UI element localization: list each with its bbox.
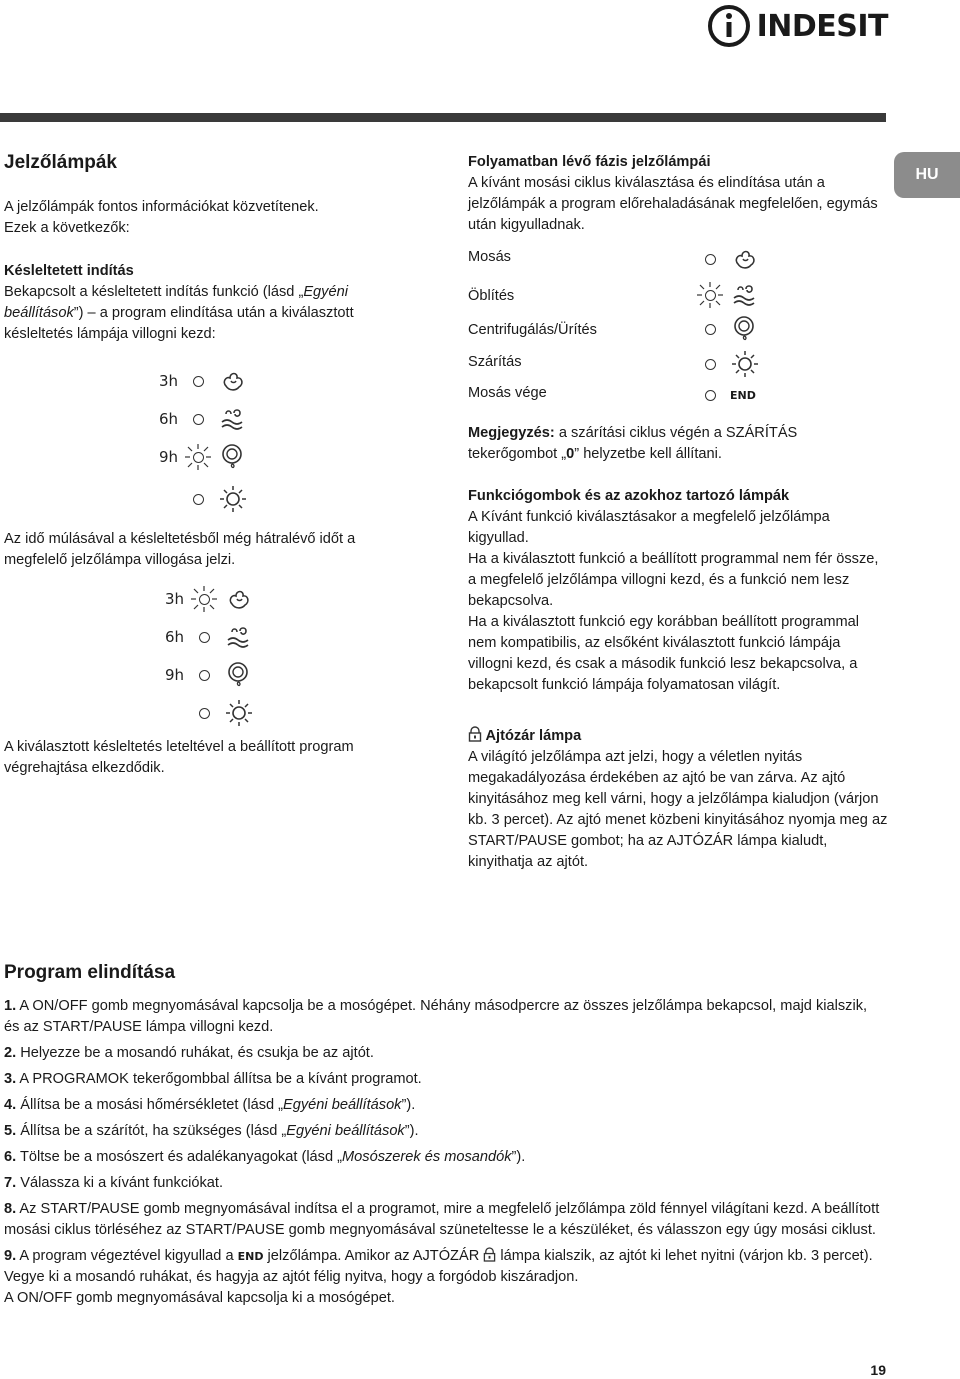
seq2-row-6h bbox=[156, 622, 254, 652]
language-tab: HU bbox=[894, 152, 960, 198]
final-instruction: A ON/OFF gomb megnyomásával kapcsolja ki a mosógépet. bbox=[4, 1290, 395, 1306]
phase-indicator-rinse bbox=[696, 280, 760, 310]
wash-icon bbox=[224, 584, 254, 614]
step-7: 7. Válassza ki a kívánt funkciókat. bbox=[4, 1175, 224, 1191]
wash-icon bbox=[730, 244, 760, 274]
function-section bbox=[468, 486, 888, 696]
delay-section bbox=[4, 261, 404, 345]
indicator-led bbox=[193, 494, 204, 505]
section-title-indicators: Jelzőlámpák bbox=[4, 152, 117, 173]
delay-text: Bekapcsolt a késleltetett indítás funkció (lásd „Egyéni beállítások”) – a program elindítása után a kiválasztott késleltetés lámpája villogni kezd: bbox=[4, 284, 354, 342]
phase-indicator-dry bbox=[696, 349, 760, 379]
step-8: 8. Az START/PAUSE gomb megnyomásával indítsa el a programot, mire a megfelelő jelzőlámpa zöld fénnyel világítani kezd. A beállított mosási ciklus törléséhez az START/PAUSE gomb megnyomásával szüneteltesse le a készüléket, és válasszon egy úgy mosási ciklust. bbox=[4, 1201, 880, 1238]
wash-icon bbox=[218, 366, 248, 396]
function-text-2: Ha a kiválasztott funkció a beállított programmal nem fér össze, a megfelelő jelzőlámpa villogni kezd, és a funkció nem lesz bekapcsolva. bbox=[468, 551, 879, 609]
end-label: END bbox=[730, 388, 756, 402]
step-2: 2. Helyezze be a mosandó ruhákat, és csukja be az ajtót. bbox=[4, 1045, 374, 1061]
indicator-led bbox=[705, 254, 716, 265]
note-label: Megjegyzés: bbox=[468, 425, 555, 441]
dry-icon bbox=[730, 349, 760, 379]
door-lock-title: Ajtózár lámpa bbox=[485, 728, 582, 744]
phase-indicator-wash bbox=[696, 244, 760, 274]
indicator-led bbox=[193, 414, 204, 425]
seq2-label-6h: 6h bbox=[164, 628, 184, 646]
phase-label-spin: Centrifugálás/Ürítés bbox=[468, 322, 597, 338]
door-lock-section bbox=[468, 726, 888, 873]
phase-label-rinse: Öblítés bbox=[468, 288, 515, 304]
phase-label-wash: Mosás bbox=[468, 249, 511, 265]
seq2-row-9h bbox=[156, 660, 254, 690]
phase-label-dry: Szárítás bbox=[468, 354, 522, 370]
brand-logo bbox=[707, 4, 888, 48]
intro-line-2: Ezek a következők: bbox=[4, 220, 130, 236]
indicator-led bbox=[705, 324, 716, 335]
seq1-label-6h: 6h bbox=[158, 410, 178, 428]
step-4: 4. Állítsa be a mosási hőmérsékletet (lásd „Egyéni beállítások”). bbox=[4, 1097, 416, 1113]
seq1-label-3h: 3h bbox=[158, 372, 178, 390]
step-3: 3. A PROGRAMOK tekerőgombbal állítsa be a kívánt programot. bbox=[4, 1071, 422, 1087]
indicator-led bbox=[199, 708, 210, 719]
step-1: 1. A ON/OFF gomb megnyomásával kapcsolja be a mosógépet. Néhány másodpercre az összes jelzőlámpa bekapcsol, majd kialszik, és az START/PAUSE lámpa villogni kezd. bbox=[4, 998, 868, 1035]
note-text: Megjegyzés: a szárítási ciklus végén a SZÁRÍTÁS tekerőgombot „0” helyzetbe kell állítani. bbox=[468, 425, 798, 462]
function-text-1: A Kívánt funkció kiválasztásakor a megfelelő jelzőlámpa kigyullad. bbox=[468, 509, 830, 546]
phase-text: A kívánt mosási ciklus kiválasztása és elindítása után a jelzőlámpák a program előrehaladásának megfelelően, egymás után kigyulladnak. bbox=[468, 175, 878, 233]
seq1-label-9h: 9h bbox=[158, 448, 178, 466]
blinking-rays-icon bbox=[190, 585, 218, 613]
phase-section bbox=[468, 152, 888, 236]
step-5: 5. Állítsa be a szárítót, ha szükséges (lásd „Egyéni beállítások”). bbox=[4, 1123, 419, 1139]
delay-end-text: A kiválasztott késleltetés leteltével a beállított program végrehajtása elkezdődik. bbox=[4, 739, 354, 776]
seq2-row-3h bbox=[156, 584, 254, 614]
function-text-3: Ha a kiválasztott funkció egy korábban beállított programmal nem kompatibilis, az elsőként kiválasztott funkció lámpája villogni kezd, és csak a második funkció lesz bekapcsolva, a bekapcsolt funkció lámpája folyamatosan világít. bbox=[468, 614, 859, 693]
delay-title: Késleltetett indítás bbox=[4, 263, 134, 279]
dry-icon bbox=[218, 484, 248, 514]
indicator-led bbox=[705, 359, 716, 370]
page-number: 19 bbox=[870, 1362, 886, 1378]
phase-title: Folyamatban lévő fázis jelzőlámpái bbox=[468, 154, 711, 170]
blinking-rays-icon bbox=[696, 281, 724, 309]
door-lock-text: A világító jelzőlámpa azt jelzi, hogy a véletlen nyitás megakadályozása érdekében az ajtó be van zárva. Az ajtó kinyitásához meg kell várni, hogy a jelzőlámpa kialudjon (várjon kb. 3 percet). Az ajtó menet közbeni kinyitásához nyomja meg az START/PAUSE gombot; ha az AJTÓZÁR lámpa kialudt, kinyithatja az ajtót. bbox=[468, 749, 888, 870]
function-title: Funkciógombok és az azokhoz tartozó lámpák bbox=[468, 488, 790, 504]
indesit-logo-icon bbox=[707, 4, 751, 48]
delay-text-link: Egyéni beállítások bbox=[4, 284, 348, 321]
elapsed-text: Az idő múlásával a késleltetésből még hátralévő időt a megfelelő jelzőlámpa villogása jelzi. bbox=[4, 531, 356, 568]
door-lock-title-row bbox=[468, 726, 888, 747]
seq1-row-3h bbox=[150, 366, 248, 396]
indicator-led bbox=[199, 670, 210, 681]
lock-icon bbox=[468, 726, 482, 742]
header-divider bbox=[0, 113, 886, 122]
step-9: 9. A program végeztével kigyullad a END jelzőlámpa. Amikor az AJTÓZÁR lámpa kialszik, az ajtót ki lehet nyitni (várjon kb. 3 percet). Vegye ki a mosandó ruhákat, és hagyja az ajtót félig nyitva, hogy a forgódob kiszáradjon. bbox=[4, 1248, 873, 1285]
spin-icon bbox=[730, 314, 760, 344]
seq2-label-9h: 9h bbox=[164, 666, 184, 684]
rinse-icon bbox=[224, 622, 254, 652]
rinse-icon bbox=[218, 404, 248, 434]
phase-label-end: Mosás vége bbox=[468, 385, 547, 401]
end-inline-label: END bbox=[237, 1250, 264, 1263]
indicator-led bbox=[705, 390, 716, 401]
spin-icon bbox=[224, 660, 254, 690]
intro-line-1: A jelzőlámpák fontos információkat közvetítenek. bbox=[4, 199, 319, 215]
intro-text bbox=[4, 197, 404, 239]
seq1-row-dry bbox=[150, 484, 248, 514]
dry-icon bbox=[224, 698, 254, 728]
indicator-led bbox=[193, 376, 204, 387]
seq2-row-dry bbox=[156, 698, 254, 728]
seq2-label-3h: 3h bbox=[164, 590, 184, 608]
rinse-icon bbox=[730, 280, 760, 310]
blinking-rays-icon bbox=[184, 443, 212, 471]
lock-icon bbox=[483, 1247, 496, 1262]
brand-name: INDESIT bbox=[756, 8, 888, 44]
program-steps bbox=[4, 996, 884, 1309]
program-start-title: Program elindítása bbox=[4, 962, 176, 983]
seq1-row-9h bbox=[150, 442, 248, 472]
phase-indicator-spin bbox=[696, 314, 760, 344]
spin-icon bbox=[218, 442, 248, 472]
step-6: 6. Töltse be a mosószert és adalékanyagokat (lásd „Mosószerek és mosandók”). bbox=[4, 1149, 526, 1165]
phase-indicator-end bbox=[696, 381, 756, 409]
indicator-led bbox=[199, 632, 210, 643]
seq1-row-6h bbox=[150, 404, 248, 434]
